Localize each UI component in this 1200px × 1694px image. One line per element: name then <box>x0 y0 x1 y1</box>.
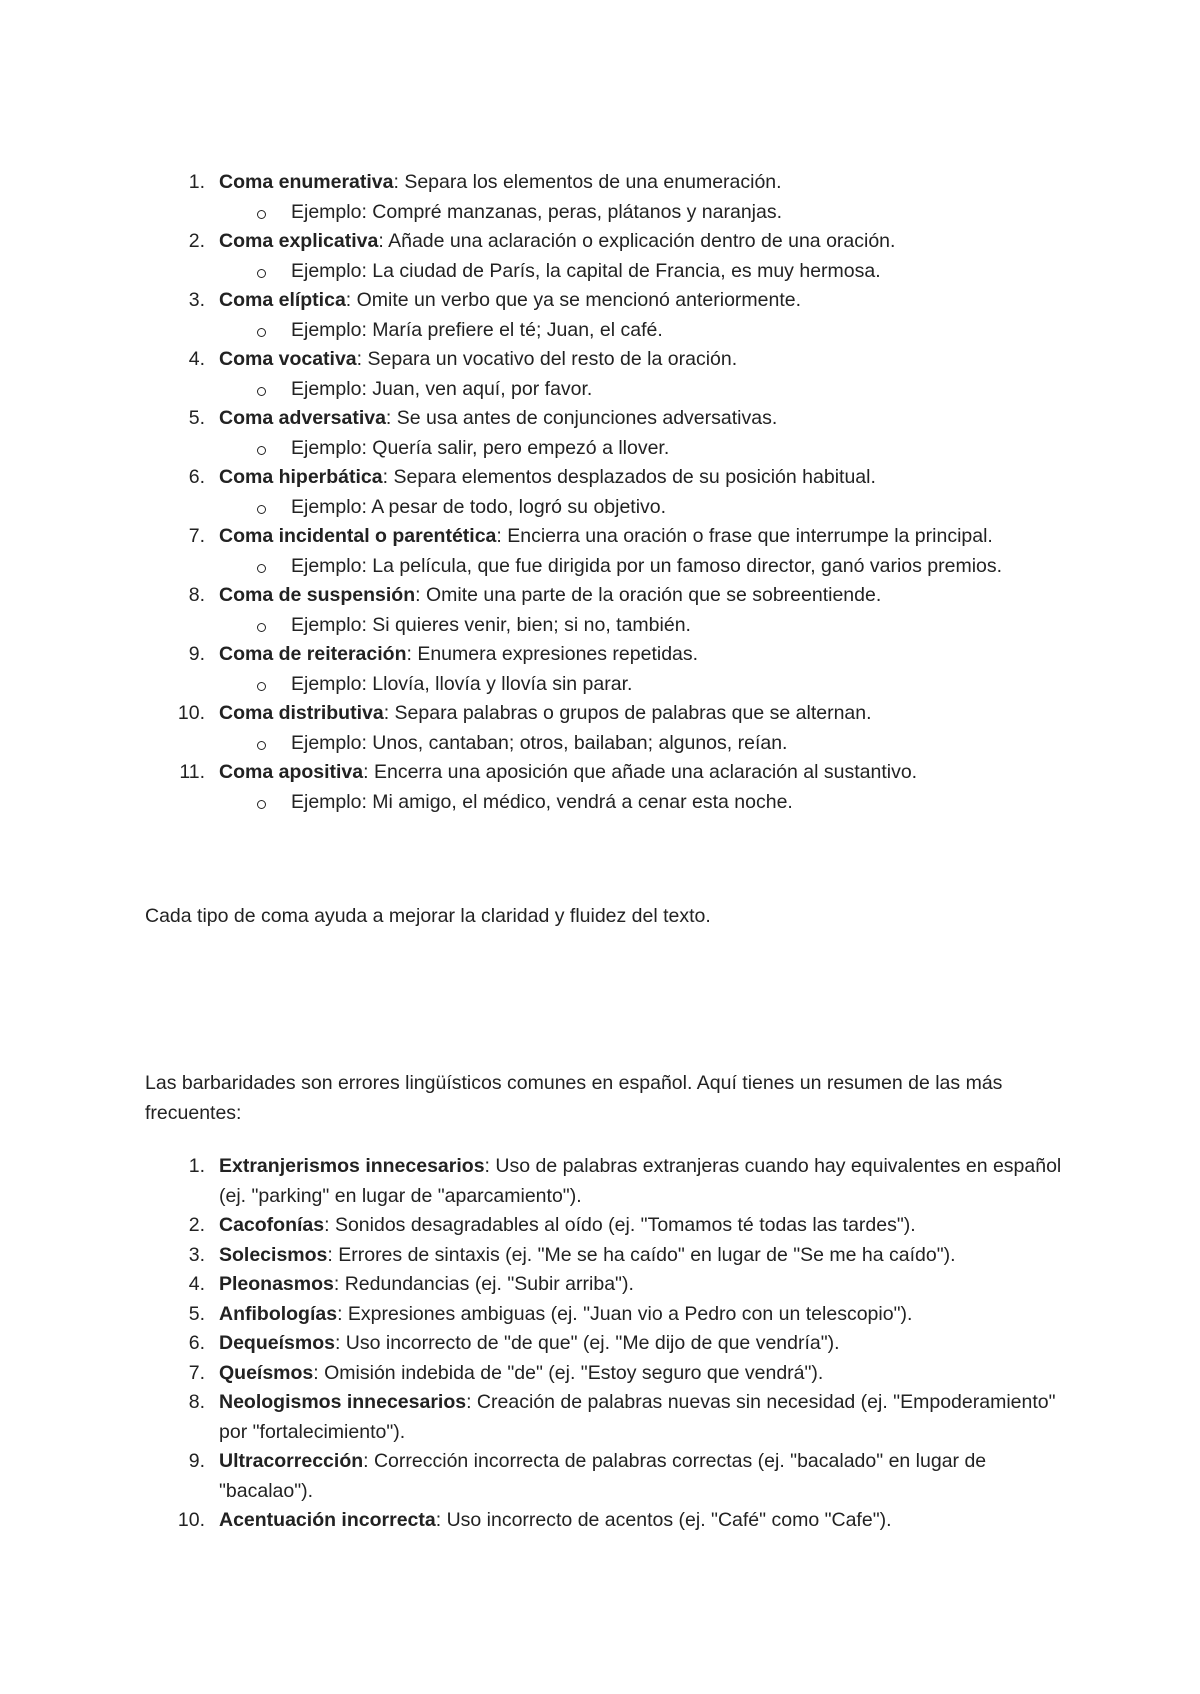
example-item <box>219 729 1065 759</box>
hollow-bullet-icon <box>257 800 266 809</box>
example-list <box>219 611 1065 641</box>
description: : Separa elementos desplazados de su posición habitual. <box>382 466 876 488</box>
example-text: Ejemplo: Unos, cantaban; otros, bailaban; algunos, reían. <box>291 731 788 754</box>
list-item <box>145 522 1065 581</box>
list-number: 5. <box>188 407 205 429</box>
term: Neologismos innecesarios <box>219 1391 467 1413</box>
list-item <box>145 345 1065 404</box>
description: : Creación de palabras nuevas sin necesidad (ej. "Empoderamiento" por "fortalecimiento"). <box>219 1391 1056 1443</box>
example-text: Ejemplo: Si quieres venir, bien; si no, también. <box>291 613 691 636</box>
description: : Añade una aclaración o explicación dentro de una oración. <box>378 230 896 252</box>
list-number: 1. <box>188 171 205 193</box>
term: Extranjerismos innecesarios <box>219 1155 485 1177</box>
comma-types-list <box>145 168 1065 817</box>
list-item <box>145 1241 1065 1271</box>
list-item <box>145 1359 1065 1389</box>
hollow-bullet-icon <box>257 623 266 632</box>
list-number: 1. <box>188 1155 205 1177</box>
term: Ultracorrección <box>219 1450 364 1472</box>
example-item <box>219 316 1065 346</box>
description: : Uso incorrecto de "de que" (ej. "Me dijo de que vendría"). <box>334 1332 840 1354</box>
term: Coma elíptica <box>219 289 346 311</box>
hollow-bullet-icon <box>257 682 266 691</box>
list-item <box>145 640 1065 699</box>
list-item <box>145 1211 1065 1241</box>
term: Coma distributiva <box>219 702 384 724</box>
list-item <box>145 1270 1065 1300</box>
list-item <box>145 286 1065 345</box>
example-list <box>219 788 1065 818</box>
list-item <box>145 1300 1065 1330</box>
example-item <box>219 434 1065 464</box>
term: Coma explicativa <box>219 230 379 252</box>
list-number: 7. <box>188 1361 205 1384</box>
example-text: Ejemplo: Llovía, llovía y llovía sin parar. <box>291 672 633 695</box>
example-item <box>219 552 1065 582</box>
list-item <box>145 1329 1065 1359</box>
description: : Redundancias (ej. "Subir arriba"). <box>333 1273 634 1295</box>
list-item <box>145 758 1065 817</box>
description: : Uso de palabras extranjeras cuando hay equivalentes en español (ej. "parking" en lugar de "aparcamiento"). <box>219 1155 1062 1207</box>
list-number: 9. <box>188 1450 205 1472</box>
list-number: 8. <box>188 584 205 606</box>
description: : Se usa antes de conjunciones adversativas. <box>385 407 778 429</box>
example-text: Ejemplo: María prefiere el té; Juan, el café. <box>291 318 663 341</box>
example-item <box>219 670 1065 700</box>
list-number: 10. <box>177 702 205 724</box>
description: : Errores de sintaxis (ej. "Me se ha caído" en lugar de "Se me ha caído"). <box>327 1243 956 1266</box>
list-number: 8. <box>188 1391 205 1413</box>
description: : Encierra una oración o frase que interrumpe la principal. <box>496 525 993 547</box>
list-number: 6. <box>188 466 205 488</box>
hollow-bullet-icon <box>257 446 266 455</box>
example-text: Ejemplo: Mi amigo, el médico, vendrá a cenar esta noche. <box>291 790 793 813</box>
example-text: Ejemplo: Juan, ven aquí, por favor. <box>291 377 593 400</box>
term: Queísmos <box>219 1361 314 1384</box>
description: : Uso incorrecto de acentos (ej. "Café" como "Cafe"). <box>435 1509 892 1531</box>
list-item <box>145 1447 1065 1506</box>
list-number: 7. <box>188 525 205 547</box>
list-item <box>145 463 1065 522</box>
description: : Enumera expresiones repetidas. <box>406 643 699 665</box>
description: : Sonidos desagradables al oído (ej. "Tomamos té todas las tardes"). <box>324 1214 916 1236</box>
hollow-bullet-icon <box>257 741 266 750</box>
list-number: 3. <box>188 1243 205 1266</box>
list-number: 2. <box>188 1214 205 1236</box>
term: Dequeísmos <box>219 1332 335 1354</box>
conclusion-paragraph: Cada tipo de coma ayuda a mejorar la claridad y fluidez del texto. <box>145 905 711 927</box>
description: : Omite un verbo que ya se mencionó anteriormente. <box>345 289 802 311</box>
list-item <box>145 227 1065 286</box>
list-item <box>145 404 1065 463</box>
hollow-bullet-icon <box>257 564 266 573</box>
term: Solecismos <box>219 1243 328 1266</box>
hollow-bullet-icon <box>257 387 266 396</box>
description: : Corrección incorrecta de palabras correctas (ej. "bacalado" en lugar de "bacalao"). <box>219 1450 987 1502</box>
example-list <box>219 257 1065 287</box>
example-item <box>219 493 1065 523</box>
example-item <box>219 375 1065 405</box>
list-number: 5. <box>188 1302 205 1325</box>
description: : Omite una parte de la oración que se sobreentiende. <box>415 584 882 606</box>
term: Coma apositiva <box>219 761 364 783</box>
list-number: 9. <box>188 643 205 665</box>
example-item <box>219 611 1065 641</box>
term: Coma vocativa <box>219 348 357 370</box>
list-number: 4. <box>188 348 205 370</box>
example-list <box>219 670 1065 700</box>
barbaridades-list <box>145 1152 1065 1536</box>
example-item <box>219 788 1065 818</box>
term: Cacofonías <box>219 1214 325 1236</box>
example-list <box>219 198 1065 228</box>
example-text: Ejemplo: A pesar de todo, logró su objetivo. <box>291 495 667 518</box>
example-list <box>219 493 1065 523</box>
example-text: Ejemplo: La película, que fue dirigida por un famoso director, ganó varios premios. <box>291 554 1003 577</box>
list-number: 11. <box>179 761 205 783</box>
term: Acentuación incorrecta <box>219 1509 436 1531</box>
description: : Separa un vocativo del resto de la oración. <box>356 348 738 370</box>
example-list <box>219 552 1065 582</box>
description: : Encerra una aposición que añade una aclaración al sustantivo. <box>363 761 918 783</box>
list-number: 3. <box>188 289 205 311</box>
example-list <box>219 729 1065 759</box>
description: : Omisión indebida de "de" (ej. "Estoy seguro que vendrá"). <box>313 1361 824 1384</box>
list-item <box>145 699 1065 758</box>
description: : Separa los elementos de una enumeración. <box>393 171 782 193</box>
example-text: Ejemplo: Compré manzanas, peras, plátanos y naranjas. <box>291 200 783 223</box>
example-text: Ejemplo: La ciudad de París, la capital de Francia, es muy hermosa. <box>291 259 881 282</box>
term: Pleonasmos <box>219 1273 334 1295</box>
term: Coma hiperbática <box>219 466 383 488</box>
hollow-bullet-icon <box>257 210 266 219</box>
description: : Expresiones ambiguas (ej. "Juan vio a Pedro con un telescopio"). <box>337 1302 913 1325</box>
term: Coma de suspensión <box>219 584 416 606</box>
list-number: 6. <box>188 1332 205 1354</box>
list-item <box>145 168 1065 227</box>
example-list <box>219 375 1065 405</box>
list-number: 2. <box>188 230 205 252</box>
example-text: Ejemplo: Quería salir, pero empezó a llover. <box>291 436 670 459</box>
list-item <box>145 1506 1065 1536</box>
term: Anfibologías <box>219 1302 338 1325</box>
list-item <box>145 581 1065 640</box>
hollow-bullet-icon <box>257 269 266 278</box>
term: Coma enumerativa <box>219 171 394 193</box>
intro-paragraph: Las barbaridades son errores lingüísticos comunes en español. Aquí tienes un resumen de las más frecuentes: <box>145 1072 1003 1124</box>
list-number: 10. <box>177 1509 205 1531</box>
list-item <box>145 1152 1065 1211</box>
list-number: 4. <box>188 1273 205 1295</box>
term: Coma adversativa <box>219 407 386 429</box>
hollow-bullet-icon <box>257 505 266 514</box>
term: Coma incidental o parentética <box>219 525 497 547</box>
example-list <box>219 434 1065 464</box>
description: : Separa palabras o grupos de palabras que se alternan. <box>383 702 872 724</box>
example-item <box>219 257 1065 287</box>
hollow-bullet-icon <box>257 328 266 337</box>
example-list <box>219 316 1065 346</box>
term: Coma de reiteración <box>219 643 407 665</box>
example-item <box>219 198 1065 228</box>
list-item <box>145 1388 1065 1447</box>
